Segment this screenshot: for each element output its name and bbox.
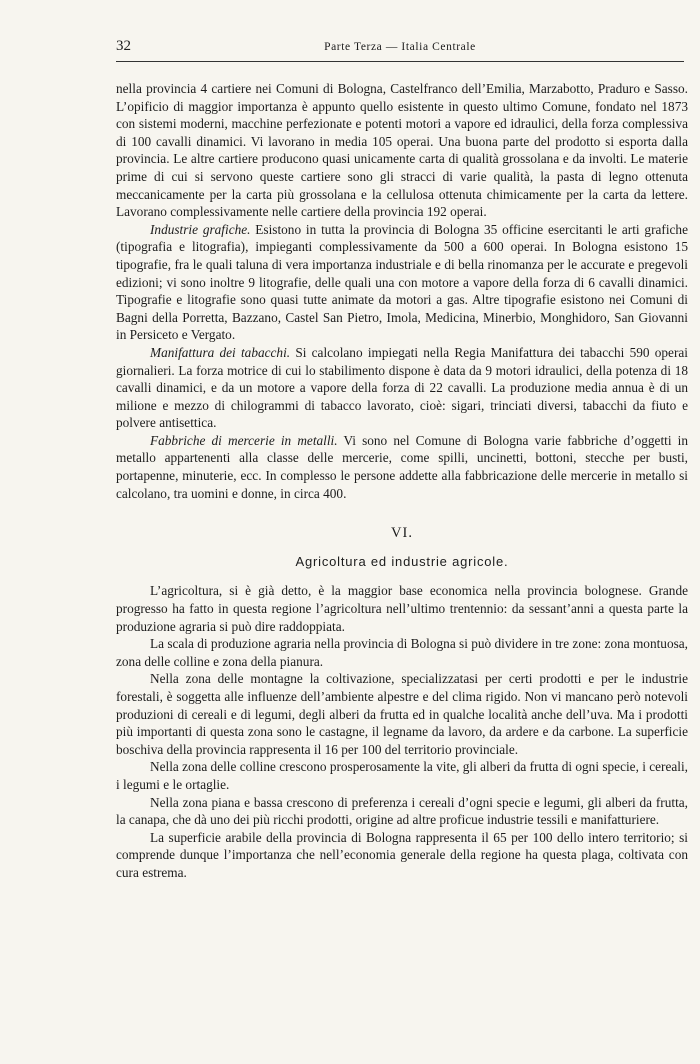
paragraph-zone: La scala di produzione agraria nella provincia di Bologna si può dividere in tre zone: zona montuosa, zona delle colline e zona della pianura. bbox=[116, 636, 688, 669]
header-rule bbox=[116, 61, 684, 62]
paragraph-text: Esistono in tutta la provincia di Bologna 35 officine esercitanti le arti grafiche (tipografia e litografia), impieganti complessivamente da 500 a 600 operai. In Bologna esistono 15 tipografie, fra le quali taluna di vera importanza industriale e di bella rinomanza per le accurate e pregevoli edizioni; vi sono inoltre 9 litografie, delle quali una con motore a vapore della forza di 6 cavalli dinamici. Tipografie e litografie sono quasi tutte animate da motori a gas. Altre tipografie esistono nei Comuni di Bagni della Porretta, Bazzano, Castel San Pietro, Imola, Medicina, Minerbio, Monghidoro, San Giovanni in Persiceto e Vergato. bbox=[116, 221, 688, 343]
running-header bbox=[116, 36, 684, 62]
paragraph-zona-piana: Nella zona piana e bassa crescono di preferenza i cereali d’ogni specie e legumi, gli alberi da frutta, la canapa, che dà uno dei più ricchi prodotti, origine ad altre proficue industrie tessili e manifatturiere. bbox=[116, 794, 688, 828]
running-title: Parte Terza — Italia Centrale bbox=[324, 41, 476, 53]
paragraph-cartiere bbox=[116, 80, 688, 221]
paragraph-superficie-arabile: La superficie arabile della provincia di Bologna rappresenta il 65 per 100 dello intero territorio; si comprende dunque l’importanza che nell’economia generale della regione ha questa plaga, coltivata con cura estrema. bbox=[116, 829, 688, 880]
paragraph-zona-colline: Nella zona delle colline crescono prosperosamente la vite, gli alberi da frutta di ogni specie, i cereali, i legumi e le ortaglie. bbox=[116, 759, 688, 792]
paragraph-text: Vi sono nel Comune di Bologna varie fabbriche d’oggetti in metallo appartenenti alla classe delle mercerie, come spilli, uncinetti, bottoni, stecche per busti, portapenne, minuterie, ecc. In complesso le persone addette alla fabbricazione delle mercerie in metallo si calcolano, tra uomini e donne, in circa 400. bbox=[116, 432, 688, 501]
paragraph-text: nella provincia 4 cartiere nei Comuni di Bologna, Castelfranco dell’Emilia, Marzabotto, Praduro e Sasso. L’opificio di maggior importanza è appunto quello esistente in questo ultimo Comune, fondato nel 1873 con sistemi moderni, macchine perfezionate e potenti motori a vapore ed idraulici, della forza complessiva di 100 cavalli dinamici. Vi lavorano in media 105 operai. Una buona parte del prodotto si esporta dalla provincia. Le altre cartiere producono quasi unicamente carta di qualità grossolana e da involti. Le materie prime di cui si servono queste cartiere sono gli stracci di varie qualità, la pasta di legno ottenuta meccanicamente per la carta più grossolana e la cellulosa ottenuta chimicamente per la carta da lettere. Lavorano complessivamente nelle cartiere della provincia 192 operai. bbox=[116, 81, 688, 220]
paragraph-heading: Industrie grafiche. bbox=[150, 221, 251, 237]
paragraph-heading: Manifattura dei tabacchi. bbox=[150, 344, 291, 360]
paragraph-agricoltura: L’agricoltura, si è già detto, è la maggior base economica nella provincia bolognese. Grande progresso ha fatto in questa regione l’agricoltura nell’ultimo trentennio: da sessant’anni a questa parte la produzione agraria si può dire raddoppiata. bbox=[116, 583, 688, 634]
paragraph-text: Si calcolano impiegati nella Regia Manifattura dei tabacchi 590 operai giornalieri. La forza motrice di cui lo stabilimento dispone è data da 9 motori idraulici, della potenza di 18 cavalli dinamici, e da un motore a vapore della forza di 22 cavalli. La produzione media annua è di un milione e mezzo di chilogrammi di tabacco lavorato, cioè: sigari, trinciati diversi, tabacchi da fiuto e polvere antisettica. bbox=[116, 344, 688, 431]
section-title: Agricoltura ed industrie agricole. bbox=[295, 553, 509, 569]
paragraph-manifattura-tabacchi bbox=[116, 344, 688, 432]
section-number: VI. bbox=[391, 525, 413, 542]
page-number: 32 bbox=[116, 38, 131, 54]
paragraph-industrie-grafiche bbox=[116, 221, 688, 344]
paragraph-mercerie-metalli bbox=[116, 432, 688, 502]
page-body bbox=[116, 80, 688, 882]
paragraph-heading: Fabbriche di mercerie in metalli. bbox=[150, 432, 338, 448]
paragraph-zona-montagne: Nella zona delle montagne la coltivazione, specializzatasi per certi prodotti e per le industrie forestali, è soggetta alle influenze dell’ambiente alpestre e del clima rigido. Non vi mancano però notevoli produzioni di cereali e di legumi, degli alberi da frutta ed in qualche località anche dell’uva. Ma i prodotti più importanti di questa zona sono le castagne, il legname da lavoro, da ardere e da carbone. La superficie boschiva della provincia rappresenta il 16 per 100 del territorio provinciale. bbox=[116, 671, 688, 757]
